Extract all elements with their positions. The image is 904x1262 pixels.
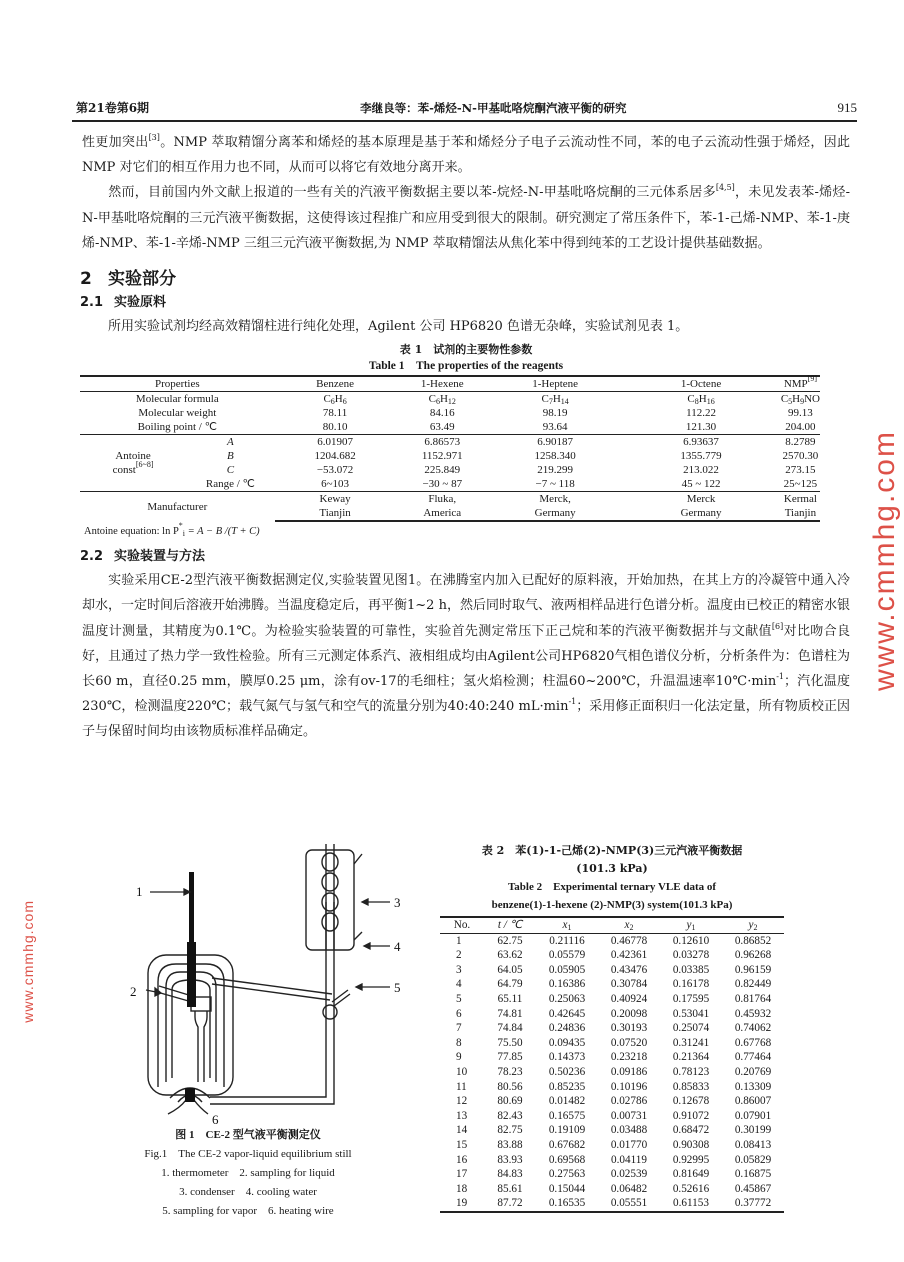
table1-header: 1-Hexene: [396, 376, 489, 392]
formula-cell: $C_7H_{14}$: [541, 393, 569, 407]
row-number: 17: [456, 1168, 468, 1181]
table2-caption-cn-2: (101.3 kPa): [576, 862, 648, 875]
citation[interactable]: [4,5]: [715, 183, 735, 193]
row-label: Molecular weight: [138, 407, 217, 420]
cell: 83.93: [497, 1153, 523, 1166]
cell: 85.61: [497, 1182, 523, 1195]
cell: −30 ~ 87: [422, 478, 463, 491]
cell: 0.12678: [672, 1095, 710, 1108]
cell: 0.52616: [672, 1182, 710, 1195]
cell: America: [396, 506, 489, 521]
cell: 0.05579: [548, 949, 586, 962]
header-rule: [72, 120, 857, 122]
cell: 98.19: [542, 407, 568, 420]
table2-row: [440, 1094, 784, 1109]
row-number: 10: [456, 1065, 468, 1078]
cell: 0.16575: [548, 1109, 586, 1122]
table2-row: [440, 1109, 784, 1124]
cell: 204.00: [785, 421, 816, 434]
row-label: B: [227, 450, 234, 463]
cell: 0.19109: [548, 1124, 586, 1137]
cell: 83.88: [497, 1138, 523, 1151]
citation[interactable]: [6]: [771, 621, 784, 631]
table2-header: $x_1$: [536, 917, 598, 933]
cell: 0.16178: [672, 978, 710, 991]
table2-row: [440, 1050, 784, 1065]
cell: 0.09186: [610, 1065, 648, 1078]
figure1-legend: 1. thermometer 2. sampling for liquid: [161, 1167, 335, 1179]
intro-paragraph-2: 然而，目前国内外文献上报道的一些有关的汽液平衡数据主要以苯-烷烃-N-甲基吡咯烷酮的三元体系居多[4,5]，未见发表苯-烯烃-N-甲基吡咯烷酮的三元汽液平衡数据，这使得该过程推广和应用受到很大的限制。研究测定了常压条件下，苯-1-己烯-NMP、苯-1-庚烯-NMP、苯-1-辛烯-NMP 三组三元汽液平衡数据,为 NMP 萃取精馏法从焦化苯中得到纯苯的工艺设计提供基础数据。: [82, 183, 850, 251]
cell: 0.02786: [610, 1095, 648, 1108]
table2-header: No.: [440, 917, 484, 933]
formula-cell: $C_6H_6$: [323, 393, 347, 407]
diagram-label: 4: [394, 939, 401, 954]
cell: Tianjin: [275, 506, 396, 521]
cell: 0.45867: [734, 1182, 772, 1195]
table2-block: [440, 842, 784, 1213]
section-heading: 2 实验部分: [80, 269, 176, 290]
main-column: [82, 130, 850, 745]
table1-block: [82, 341, 850, 540]
cell: 25~125: [783, 478, 818, 491]
diagram-label: 3: [394, 895, 401, 910]
cell: 62.75: [497, 934, 523, 947]
figure1-caption-en: Fig.1 The CE-2 vapor-liquid equilibrium still: [144, 1148, 352, 1160]
cell: 0.86007: [734, 1095, 772, 1108]
formula-cell: $C_8H_{16}$: [687, 393, 715, 407]
table1-row-antoine-c: [80, 463, 820, 477]
row-number: 19: [440, 1196, 484, 1212]
row-number: 13: [456, 1109, 468, 1122]
cell: 0.69568: [548, 1153, 586, 1166]
cell: 0.05905: [548, 963, 586, 976]
cell: 74.81: [497, 1007, 523, 1020]
diagram-label: 6: [212, 1112, 219, 1126]
subsection-heading-2-2: 2.2 实验装置与方法: [80, 549, 206, 565]
row-label: C: [226, 464, 235, 477]
cell: 0.23218: [610, 1051, 648, 1064]
running-header-volume: 第21卷第6期: [76, 101, 150, 115]
cell: 0.61153: [660, 1196, 722, 1212]
cell: 213.022: [683, 464, 719, 477]
citation[interactable]: [9]: [807, 374, 817, 384]
cell: 0.30193: [610, 1022, 648, 1035]
section-2-2-text: 实验采用CE-2型汽液平衡数据测定仪,实验装置见图1。在沸腾室内加入已配好的原料液，开始加热，在其上方的冷凝管中通入冷却水，一定时间后溶液开始沸腾。当温度稳定后，再平衡1~2 h，然后同时取气、液两相样品进行色谱分析。温度由已校正的精密水银温度计测量，其精度为0.1℃。为检验实验装置的可靠性，实验首先测定常压下正己烷和苯的汽液平衡数据并与文献值[6]对比吻合良好，且通过了热力学一致性检验。所有三元测定体系汽、液相组成均由Agilent公司HP6820气相色谱仪分析，分析条件为：色谱柱为长60 m，直径0.25 mm，膜厚0.25 μm，涂有ov-17的毛细柱；氢火焰检测；柱温60~200℃，升温温速率$10℃\cdot\min^{-1}$；汽化温度230℃，检测温度220℃；载气氮气与氢气和空气的流量分别为40:40:240 $mL\cdot\min^{-1}$；采用修正面积归一化法定量，所有物质校正因子与保留时间均由该物质标准样品确定。: [82, 573, 850, 740]
cell: 0.67768: [734, 1036, 772, 1049]
cell: 0.30199: [734, 1124, 772, 1137]
cell: 64.79: [497, 978, 523, 991]
table2-row: [440, 1080, 784, 1095]
cell: 82.75: [497, 1124, 523, 1137]
table1-row-mw: [80, 406, 820, 420]
cell: 1258.340: [534, 450, 576, 463]
cell: 63.49: [429, 421, 455, 434]
cell: 0.77464: [734, 1051, 772, 1064]
cell: 6.93637: [621, 435, 781, 450]
page-number: 915: [837, 100, 857, 115]
cell: 0.24836: [548, 1022, 586, 1035]
cell: 0.04119: [611, 1153, 647, 1166]
cell: 0.78123: [672, 1065, 710, 1078]
cell: 78.23: [497, 1065, 523, 1078]
cell: 65.11: [497, 992, 523, 1005]
cell: 0.74062: [734, 1022, 772, 1035]
table2-row: [440, 1167, 784, 1182]
cell: 77.85: [497, 1051, 523, 1064]
cell: 0.68472: [672, 1124, 710, 1137]
row-number: 7: [456, 1022, 462, 1035]
cell: 74.84: [497, 1022, 523, 1035]
cell: 0.42645: [548, 1007, 586, 1020]
row-number: 4: [456, 978, 462, 991]
table1-row-antoine-a: [80, 435, 820, 450]
row-number: 9: [456, 1051, 462, 1064]
table2-row: [440, 1196, 784, 1212]
cell: 0.06482: [610, 1182, 648, 1195]
table2-row: [440, 1153, 784, 1168]
figure1-legend: 3. condenser 4. cooling water: [179, 1186, 317, 1198]
cell: 273.15: [785, 464, 816, 477]
cell: 0.21116: [549, 934, 585, 947]
cell: 0.96159: [734, 963, 772, 976]
table2-row: [440, 1138, 784, 1153]
table1-row-antoine-b: [80, 449, 820, 463]
cell: 0.08413: [734, 1138, 772, 1151]
cell: 0.02539: [610, 1168, 648, 1181]
cell: −7 ~ 118: [535, 478, 575, 491]
row-number: 12: [456, 1095, 468, 1108]
section-2-1-text: 所用实验试剂均经高效精馏柱进行纯化处理，Agilent 公司 HP6820 色谱无杂峰，实验试剂见表 1。: [108, 319, 689, 335]
cell: 0.01482: [548, 1095, 586, 1108]
table2-caption-en: Table 2 Experimental ternary VLE data of: [507, 881, 717, 893]
formula-cell: $C_6H_{12}$: [428, 393, 456, 407]
row-label: A: [186, 435, 274, 450]
cell: 0.53041: [672, 1007, 710, 1020]
table2-row: [440, 948, 784, 963]
cell: −53.072: [316, 464, 354, 477]
subsection-heading-2-1: 2.1 实验原料: [80, 295, 167, 311]
row-label: Manufacturer: [80, 492, 275, 522]
cell: 0.82449: [734, 978, 772, 991]
cell: 0.81764: [734, 992, 772, 1005]
cell: 0.46778: [610, 934, 648, 947]
cell: 0.16386: [548, 978, 586, 991]
cell: 0.10196: [610, 1080, 648, 1093]
cell: 99.13: [788, 407, 813, 420]
cell: 80.56: [497, 1080, 523, 1093]
condenser: [306, 850, 354, 950]
cell: 0.07520: [610, 1036, 648, 1049]
cell: 0.16875: [734, 1168, 772, 1181]
row-label: Molecular formula: [135, 393, 219, 406]
table2-caption-en-2: benzene(1)-1-hexene (2)-NMP(3) system(101.3 kPa): [491, 899, 733, 911]
table2-row: [440, 1036, 784, 1051]
cell: Merck,: [489, 492, 621, 507]
cell: 0.25074: [672, 1022, 710, 1035]
citation[interactable]: [3]: [148, 133, 160, 142]
running-header-title: 李继良等：苯-烯烃-N-甲基吡咯烷酮汽液平衡的研究: [360, 101, 627, 115]
table2-header: $y_1$: [660, 917, 722, 933]
cell: 112.22: [686, 407, 716, 420]
cell: 6.90187: [489, 435, 621, 450]
cell: 0.16535: [536, 1196, 598, 1212]
cell: 0.14373: [548, 1051, 586, 1064]
running-header: [76, 98, 857, 116]
cell: 0.30784: [610, 978, 648, 991]
cell: 0.03385: [672, 963, 710, 976]
cell: Keway: [275, 492, 396, 507]
row-number: 16: [456, 1153, 468, 1166]
cell: 0.05829: [734, 1153, 772, 1166]
cell: Germany: [489, 506, 621, 521]
row-number: 18: [456, 1182, 468, 1195]
table1-row-bp: [80, 420, 820, 435]
cell: Fluka,: [396, 492, 489, 507]
cell: 0.07901: [734, 1109, 772, 1122]
row-number: 5: [456, 992, 462, 1005]
cell: 0.85833: [672, 1080, 710, 1093]
table2-header: t / ℃: [484, 917, 536, 933]
cell: 8.2789: [781, 435, 820, 450]
row-number: 14: [456, 1124, 468, 1137]
cell: 93.64: [542, 421, 568, 434]
cell: 45 ~ 122: [681, 478, 721, 491]
heating-wire: [185, 1088, 195, 1102]
cell: 0.09435: [548, 1036, 586, 1049]
cell: 0.21364: [672, 1051, 710, 1064]
row-number: 6: [456, 1007, 462, 1020]
cell: 80.10: [322, 421, 348, 434]
cell: 6~103: [321, 478, 350, 491]
row-number: 15: [456, 1138, 468, 1151]
table1-header: Properties: [80, 376, 275, 392]
cell: 6.01907: [275, 435, 396, 450]
cell: 0.15044: [548, 1182, 586, 1195]
cell: 84.16: [429, 407, 455, 420]
cell: 0.67682: [548, 1138, 586, 1151]
table2-row: [440, 1007, 784, 1022]
cell: Tianjin: [781, 506, 820, 521]
table2: [440, 916, 784, 1213]
cell: 0.31241: [672, 1036, 710, 1049]
cell: 0.03278: [672, 949, 710, 962]
cell: 1204.682: [314, 450, 356, 463]
cell: 0.05551: [598, 1196, 660, 1212]
cell: 0.17595: [672, 992, 710, 1005]
table2-row: [440, 1021, 784, 1036]
figure1-block: [66, 842, 430, 1221]
row-number: 11: [456, 1080, 467, 1093]
table1-caption-en: Table 1 The properties of the reagents: [368, 360, 564, 373]
intro-paragraph-1: 性更加突出[3]。NMP 萃取精馏分离苯和烯烃的基本原理是基于苯和烯烃分子电子云流动性不同，苯的电子云流动性强于烯烃，因此 NMP 对它们的相互作用力也不同，从而可以将它有效地分离开来。: [82, 133, 850, 176]
cell: 0.40924: [610, 992, 648, 1005]
cell: 219.299: [537, 464, 574, 477]
table2-row: [440, 1182, 784, 1197]
cell: 6.86573: [396, 435, 489, 450]
row-number: 2: [456, 949, 462, 962]
cell: 225.849: [424, 464, 461, 477]
cell: 0.81649: [672, 1168, 710, 1181]
diagram-label: 2: [130, 984, 137, 999]
cell: 0.37772: [722, 1196, 784, 1212]
cell: 82.43: [497, 1109, 523, 1122]
cell: 1152.971: [421, 450, 463, 463]
table1-header-row: [80, 376, 820, 392]
table1-row-range: [80, 477, 820, 492]
cell: 0.12610: [672, 934, 710, 947]
row-number: 1: [456, 934, 462, 947]
table1-row-formula: [80, 392, 820, 407]
cell: 84.83: [497, 1168, 523, 1181]
table2-row: [440, 992, 784, 1007]
cell: 1355.779: [680, 450, 722, 463]
cell: Merck: [621, 492, 781, 507]
cell: 0.25063: [548, 992, 586, 1005]
table1-footnote: Antoine equation: $\ln P^*_i = A - B$ /(T + C): [84, 521, 260, 539]
table2-header-row: [440, 917, 784, 933]
cell: 0.27563: [548, 1168, 586, 1181]
cell: 80.69: [497, 1095, 523, 1108]
table2-row: [440, 963, 784, 978]
table2-row: [440, 1065, 784, 1080]
table2-row: [440, 977, 784, 992]
cell: 0.91072: [672, 1109, 710, 1122]
table1-header: NMP[9]: [781, 376, 820, 392]
cell: 121.30: [685, 421, 717, 434]
formula-cell: $C_5H_9NO$: [780, 393, 820, 407]
cell: 0.96268: [734, 949, 772, 962]
cell: 0.90308: [672, 1138, 710, 1151]
cell: 0.00731: [610, 1109, 648, 1122]
row-label: Range / ℃: [205, 478, 255, 491]
cell: 0.20098: [610, 1007, 648, 1020]
cell: 0.20769: [734, 1065, 772, 1078]
row-label: Boiling point / ℃: [137, 421, 217, 434]
cell: 0.03488: [610, 1124, 648, 1137]
table1-header: Benzene: [275, 376, 396, 392]
table2-row: [440, 933, 784, 948]
table2-row: [440, 1123, 784, 1138]
cell: 0.45932: [734, 1007, 772, 1020]
cell: 0.50236: [548, 1065, 586, 1078]
diagram-label: 1: [136, 884, 143, 899]
diagram-label: 5: [394, 980, 401, 995]
table2-caption-cn: 表 2 苯(1)-1-己烯(2)-NMP(3)三元汽液平衡数据: [481, 844, 743, 857]
cell: 0.43476: [610, 963, 648, 976]
table1-row-manufacturer: [80, 492, 820, 507]
table1-caption-cn: 表 1 试剂的主要物性参数: [399, 343, 533, 357]
table2-header: $y_2$: [722, 917, 784, 933]
row-number: 8: [456, 1036, 462, 1049]
cell: 0.86852: [734, 934, 772, 947]
figure1-legend: 5. sampling for vapor 6. heating wire: [162, 1205, 334, 1217]
cell: 75.50: [497, 1036, 523, 1049]
vle-still-diagram: [100, 842, 430, 1126]
watermark: www.cmmhg.com: [868, 430, 901, 692]
cell: 63.62: [497, 949, 523, 962]
table1-header: 1-Heptene: [489, 376, 621, 392]
figure1-caption-cn: 图 1 CE-2 型气液平衡测定仪: [175, 1129, 321, 1141]
cell: 87.72: [484, 1196, 536, 1212]
cell: Germany: [621, 506, 781, 521]
cell: 0.13309: [734, 1080, 772, 1093]
cell: 2570.30: [782, 450, 819, 463]
cell: 0.01770: [610, 1138, 648, 1151]
table1: [80, 375, 820, 522]
cell: 0.42361: [610, 949, 648, 962]
cell: 0.85235: [548, 1080, 586, 1093]
table1-header: 1-Octene: [621, 376, 781, 392]
table2-header: $x_2$: [598, 917, 660, 933]
row-number: 3: [456, 963, 462, 976]
cell: 64.05: [497, 963, 523, 976]
cell: 78.11: [322, 407, 348, 420]
citation[interactable]: [6~8]: [135, 460, 154, 470]
cell: Kermal: [781, 492, 820, 507]
watermark-faint: www.cmmhg.com: [20, 900, 36, 1023]
antoine-group-label: Antoine const[6~8]: [80, 435, 186, 492]
cell: 0.92995: [672, 1153, 710, 1166]
